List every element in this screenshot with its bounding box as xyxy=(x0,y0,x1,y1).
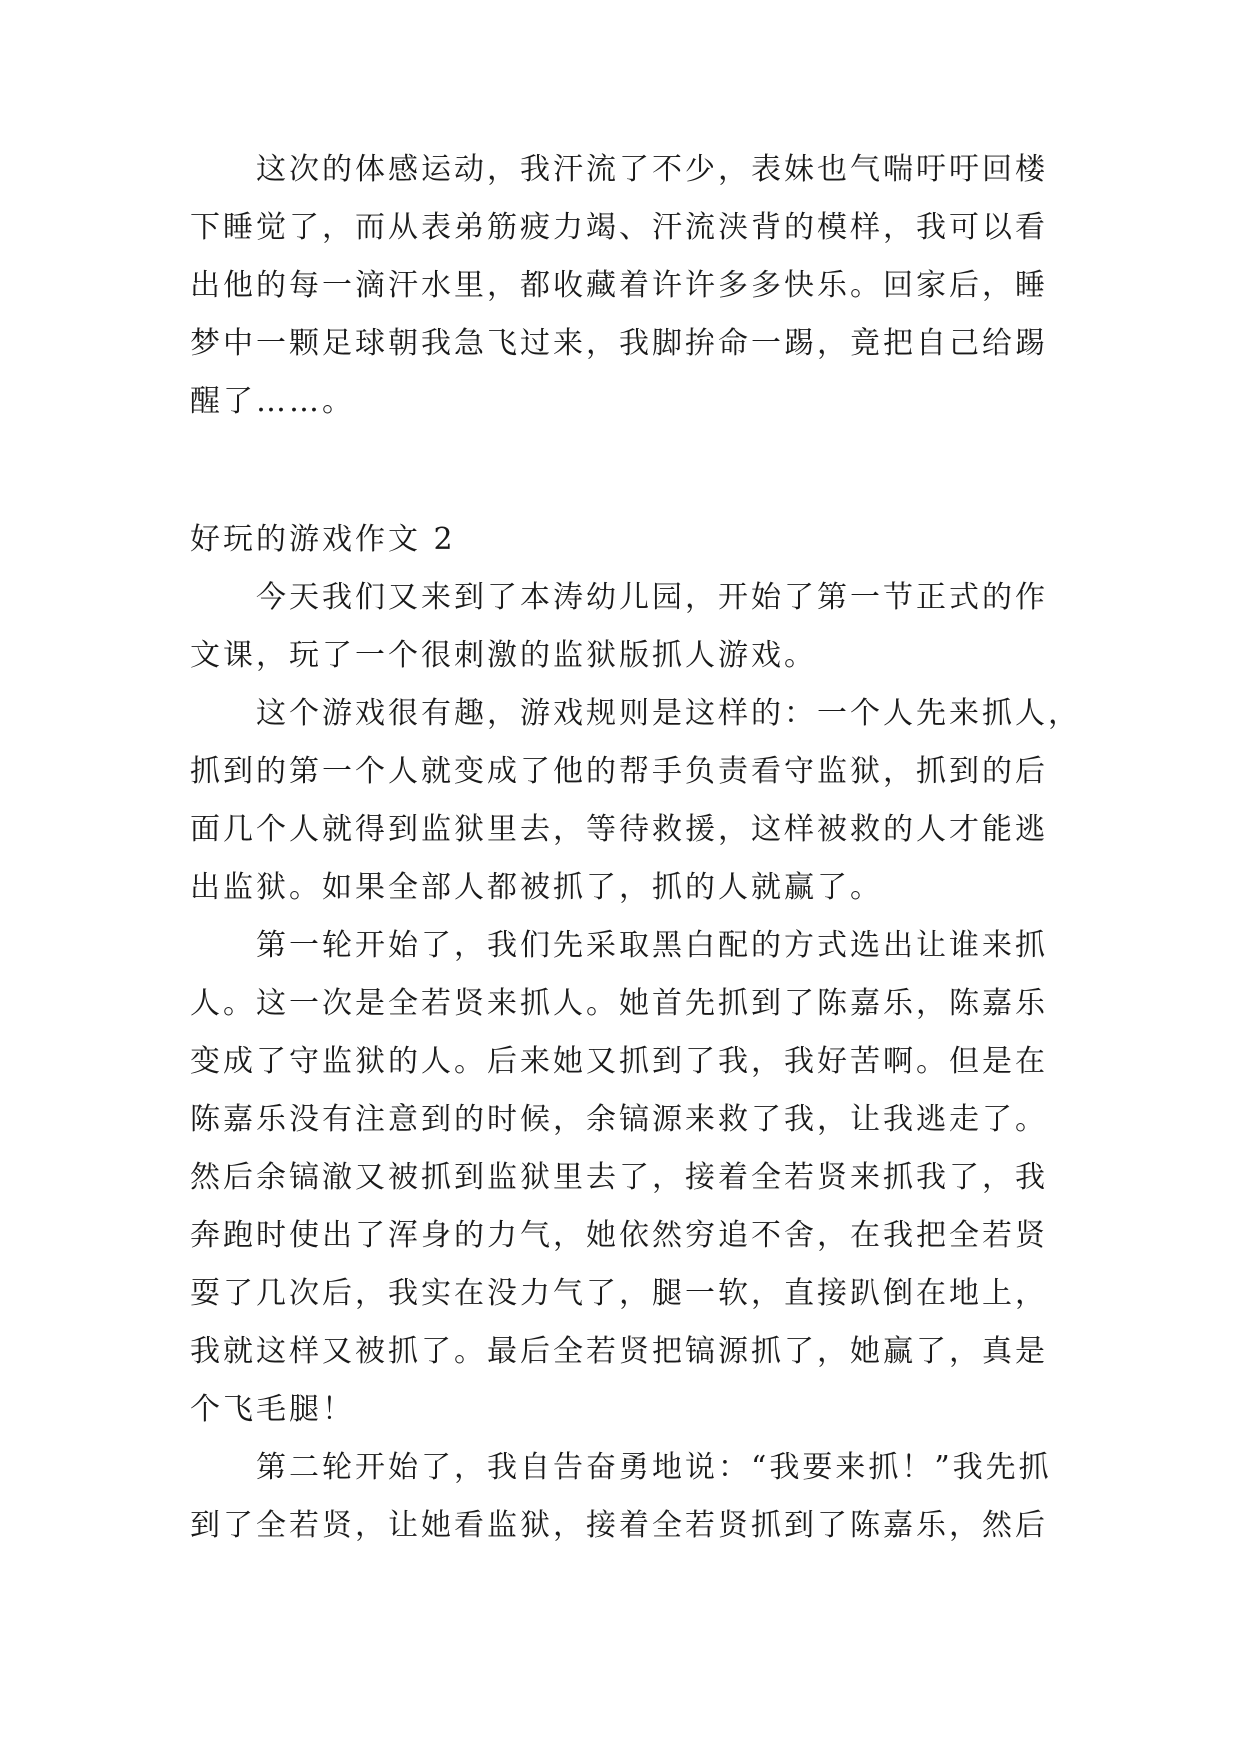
paragraph-line: 变成了守监狱的人。后来她又抓到了我，我好苦啊。但是在 xyxy=(190,1044,1048,1079)
section-heading: 好玩的游戏作文 2 xyxy=(190,522,456,557)
paragraph-line: 第二轮开始了，我自告奋勇地说：“我要来抓！”我先抓 xyxy=(190,1450,1052,1485)
paragraph-line: 这个游戏很有趣，游戏规则是这样的：一个人先来抓人， xyxy=(190,696,1081,731)
paragraph-line: 个飞毛腿！ xyxy=(190,1392,355,1427)
paragraph-line: 第一轮开始了，我们先采取黑白配的方式选出让谁来抓 xyxy=(190,928,1048,963)
paragraph-line: 然后余镐澈又被抓到监狱里去了，接着全若贤来抓我了，我 xyxy=(190,1160,1048,1195)
paragraph-line: 抓到的第一个人就变成了他的帮手负责看守监狱，抓到的后 xyxy=(190,754,1048,789)
paragraph-line: 人。这一次是全若贤来抓人。她首先抓到了陈嘉乐，陈嘉乐 xyxy=(190,986,1048,1021)
paragraph-line: 这次的体感运动，我汗流了不少，表妹也气喘吁吁回楼 xyxy=(190,152,1048,187)
paragraph-line: 下睡觉了，而从表弟筋疲力竭、汗流浃背的模样，我可以看 xyxy=(190,210,1048,245)
paragraph-line: 陈嘉乐没有注意到的时候，余镐源来救了我，让我逃走了。 xyxy=(190,1102,1048,1137)
paragraph-line: 今天我们又来到了本涛幼儿园，开始了第一节正式的作 xyxy=(190,580,1048,615)
paragraph-line: 出监狱。如果全部人都被抓了，抓的人就赢了。 xyxy=(190,870,883,905)
paragraph-line: 面几个人就得到监狱里去，等待救援，这样被救的人才能逃 xyxy=(190,812,1048,847)
paragraph-line: 耍了几次后，我实在没力气了，腿一软，直接趴倒在地上， xyxy=(190,1276,1048,1311)
paragraph-line: 到了全若贤，让她看监狱，接着全若贤抓到了陈嘉乐，然后 xyxy=(190,1508,1048,1543)
paragraph-line: 文课，玩了一个很刺激的监狱版抓人游戏。 xyxy=(190,638,817,673)
paragraph-line: 奔跑时使出了浑身的力气，她依然穷追不舍，在我把全若贤 xyxy=(190,1218,1048,1253)
paragraph-line: 我就这样又被抓了。最后全若贤把镐源抓了，她赢了，真是 xyxy=(190,1334,1048,1369)
paragraph-line: 醒了……。 xyxy=(190,384,355,419)
paragraph-line: 出他的每一滴汗水里，都收藏着许许多多快乐。回家后，睡 xyxy=(190,268,1048,303)
paragraph-line: 梦中一颗足球朝我急飞过来，我脚拚命一踢，竟把自己给踢 xyxy=(190,326,1048,361)
